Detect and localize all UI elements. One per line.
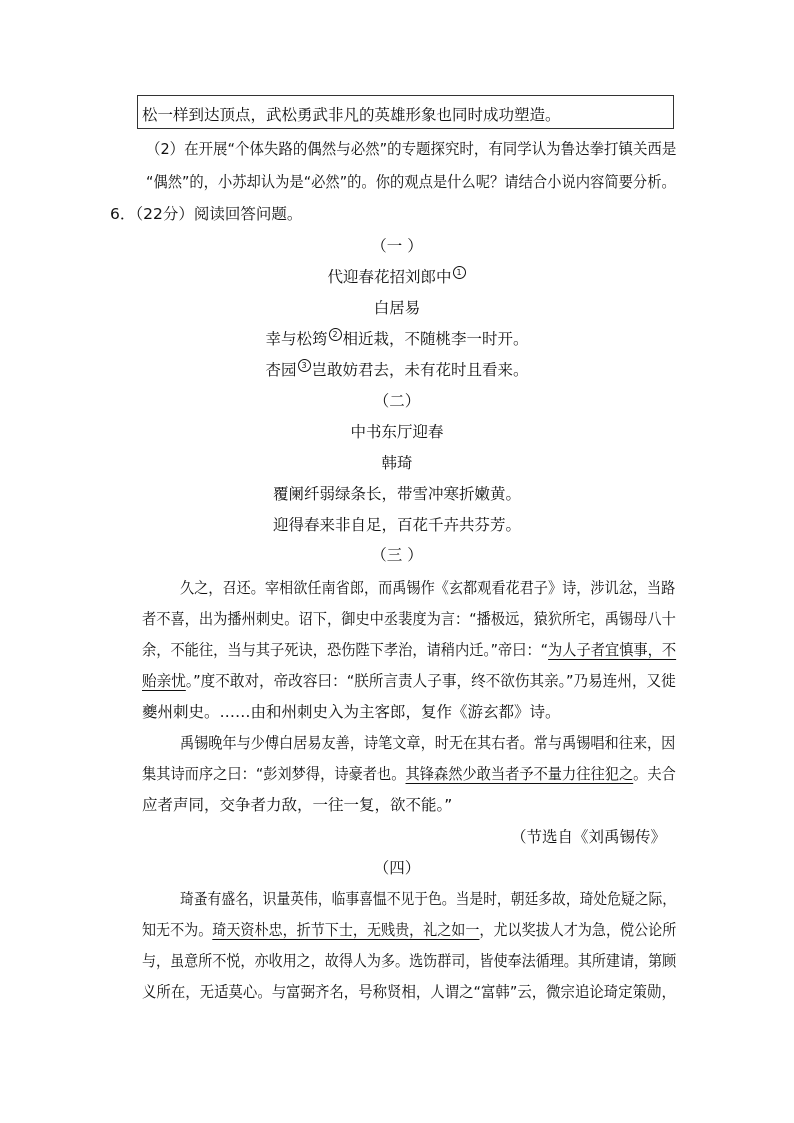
poem1-line1-a: 幸与松筠 [265,330,328,348]
s4-line2-a: 知无不为。 [142,921,213,939]
s3-underlined-sentence-c: 其锋森然少敢当者予不量力往往犯之 [405,765,634,783]
poem1-line2-a: 杏园 [265,361,297,379]
section2-title: 中书东厅迎春 [350,423,444,441]
s4-line2-b: ，尤以奖拔人才为急，傥公论所 [479,921,677,939]
poem2-line-1: 覆阑纤弱绿条长，带雪冲寒折嫩黄。 [272,485,521,503]
section4-label: （四） [373,859,421,877]
s3-p1-line-1: 久之，召还。宰相欲任南省郎，而禹锡作《玄都观看花君子》诗，涉讥忿，当路 [180,579,676,597]
s3-p1-line3-text: 余，不能往，当与其子死诀，恐伤陛下孝治，请稍内迁。”帝曰：“ [142,641,549,659]
s3-p1-line-5: 夔州刺史。……由和州刺史入为主客郎，复作《游玄都》诗。 [142,703,561,721]
section2-author: 韩琦 [381,454,413,472]
s3-p1-line4-text: 。”度不敢对，帝改容曰：“朕所言责人子事，终不欲伤其亲。”乃易连州，又徙 [185,672,676,690]
s3-p2-line-1: 禹锡晚年与少傅白居易友善，诗笔文章，时无在其右者。常与禹锡唱和往来，因 [180,734,676,752]
s3-underlined-sentence-a: 为人子者宜慎事，不 [548,641,677,659]
q2-line-1: （2）在开展“个体失路的偶然与必然”的专题探究时，有同学认为鲁达拳打镇关西是 [146,140,677,158]
s4-line-4: 义所在，无适莫心。与富弼齐名，号称贤相，人谓之“富韩”云，微宗追论琦定策勋， [142,983,676,1001]
s3-p1-line-4 [142,669,676,691]
s3-p2-line-2 [142,762,676,784]
s3-source: （节选自《刘禹锡传》 [510,828,666,846]
section1-title [0,265,794,287]
footnote-3-mark: 3 [298,359,311,372]
s3-p2-line2-a: 集其诗而序之曰：“彭刘梦得，诗豪者也。 [142,765,406,783]
s4-line-3: 与，虽意所不悦，亦收用之，故得人为多。选饬群司，皆使奉法循理。其所建请，第顾 [142,952,677,970]
boxed-line-text: 松一样到达顶点，武松勇武非凡的英雄形象也同时成功塑造。 [142,106,561,124]
section2-label: （二） [373,392,421,410]
poem1-line-2 [0,358,794,380]
s4-underlined-sentence: 琦天资朴忠，折节下士，无贱贵，礼之如一 [212,921,480,939]
s3-underlined-sentence-b: 贻亲忧 [142,672,186,690]
s4-line-1: 琦蚤有盛名，识量英伟，临事喜愠不见于色。当是时，朝廷多故，琦处危疑之际， [180,890,677,908]
footnote-2-mark: 2 [329,328,342,341]
poem1-line1-b: 相近栽，不随桃李一时开。 [342,330,529,348]
poem1-line-1 [0,327,794,349]
s3-p2-line2-b: 。夫合 [633,765,676,783]
poem2-line-2: 迎得春来非自足，百花千卉共芬芳。 [272,516,521,534]
s3-p1-line-3 [142,638,676,660]
s3-p1-line-2: 者不喜，出为播州刺史。诏下，御史中丞裴度为言：“播极远，猿狖所宅，禹锡母八十 [142,610,676,628]
section3-label: （三 ） [371,546,423,564]
section1-label: （一 ） [371,237,423,255]
q2-line-2: “偶然”的，小苏却认为是“必然”的。你的观点是什么呢？请结合小说内容简要分析。 [146,173,676,191]
poem1-title-text: 代迎春花招刘郎中 [327,268,452,286]
s4-line-2 [142,918,676,940]
s3-p2-line-3: 应者声同，交争者力敌，一往一复，欲不能。” [142,796,453,814]
footnote-1-mark: 1 [453,266,466,279]
poem1-line2-b: 岂敢妨君去，未有花时且看来。 [311,361,529,379]
q6-heading: 6．（22分）阅读回答问题。 [110,205,303,223]
section1-author: 白居易 [373,299,421,317]
boxed-answer-line [137,95,674,129]
